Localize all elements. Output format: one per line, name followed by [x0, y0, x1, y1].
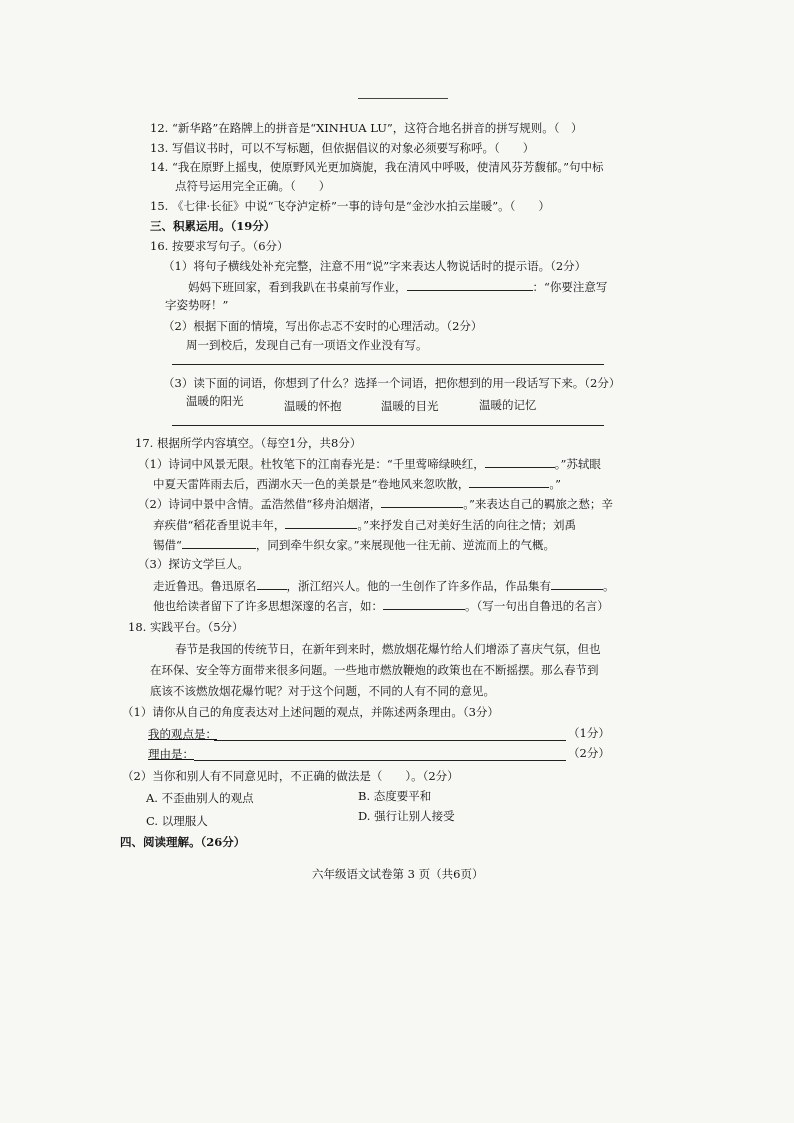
answer-blank[interactable] [257, 577, 287, 590]
reason-answer-line[interactable] [194, 760, 566, 761]
question-16-2: （2）根据下面的情境，写出你忐忑不安时的心理活动。（2分） [163, 319, 483, 333]
question-12: 12. “新华路”在路牌上的拼音是“XINHUA LU”，这符合地名拼音的拼写规则。（ ） [150, 121, 583, 135]
question-16-3: （3）读下面的词语，你想到了什么？选择一个词语，把你想到的用一段话写下来。（2分） [163, 376, 621, 390]
option-a: A. 不歪曲别人的观点 [146, 791, 254, 805]
q17-2b-text-b: 。”来抒发自己对美好生活的向往之情；刘禹 [357, 518, 577, 532]
q17-3a-text-c: 。 [603, 579, 615, 593]
q17-1b-text: 中夏天雷阵雨去后，西湖水天一色的美景是“卷地风来忽吹散， [153, 477, 470, 491]
q17-2b-text: 弃疾借“稻花香里说丰年， [153, 518, 286, 532]
q17-3a-text: 走近鲁迅。鲁迅原名 [153, 579, 257, 593]
word-option-1: 温暖的阳光 [186, 394, 244, 408]
q17-1a-text: （1）诗词中风景无限。杜牧笔下的江南春光是：“千里莺啼绿映红， [138, 457, 485, 471]
question-17-1-line-2 [153, 475, 561, 492]
question-16-2-context: 周一到校后，发现自己有一项语文作业没有写。 [186, 338, 428, 352]
question-17-3: （3）探访文学巨人。 [138, 557, 249, 571]
question-16-1-line-1 [188, 278, 607, 295]
q17-3a-text-b: ，浙江绍兴人。他的一生创作了许多作品，作品集有 [286, 579, 551, 593]
question-17-2-line-3 [153, 536, 555, 553]
question-18-paragraph-line-1: 春节是我国的传统节日，在新年到来时，燃放烟花爆竹给人们增添了喜庆气氛，但也 [175, 642, 601, 656]
question-17-1-line-1 [138, 455, 601, 472]
question-15: 15. 《七律·长征》中说“飞夺泸定桥”一事的诗句是“金沙水拍云崖暖”。（ ） [150, 199, 550, 213]
opinion-score: （1分） [568, 726, 610, 740]
answer-line-16-3[interactable] [172, 425, 604, 426]
q17-2c-text: 锡借“ [153, 538, 182, 552]
answer-blank[interactable] [381, 495, 463, 508]
question-18: 18. 实践平台。（5分） [128, 620, 244, 634]
question-17: 17. 根据所学内容填空。（每空1分，共8分） [135, 436, 362, 450]
option-b: B. 态度要平和 [358, 789, 432, 803]
top-scan-mark [358, 98, 448, 99]
section-4-heading: 四、阅读理解。（26分） [120, 835, 246, 849]
option-d: D. 强行让别人接受 [358, 809, 455, 823]
q17-2c-text-b: ，同到牵牛织女家。”来展现他一往无前、逆流而上的气概。 [255, 538, 556, 552]
q17-2a-text: （2）诗词中景中含情。孟浩然借“移舟泊烟渚， [138, 497, 382, 511]
q17-1b-text-b: 。” [549, 477, 562, 491]
answer-line-16-2[interactable] [172, 364, 604, 365]
question-17-3-line-2 [153, 597, 609, 614]
answer-blank[interactable] [551, 577, 603, 590]
question-17-3-line-1 [153, 577, 615, 594]
answer-blank[interactable] [285, 516, 357, 529]
question-17-2-line-1 [138, 495, 613, 512]
answer-blank[interactable] [407, 278, 533, 291]
q17-3b-text-b: 。（写一句出自鲁迅的名言） [465, 599, 609, 613]
word-option-3: 温暖的目光 [381, 399, 439, 413]
question-18-paragraph-line-3: 底该不该燃放烟花爆竹呢？对于这个问题，不同的人有不同的意见。 [150, 684, 495, 698]
word-option-2: 温暖的怀抱 [284, 399, 342, 413]
q17-2a-text-b: 。”来表达自己的羁旅之愁；辛 [463, 497, 613, 511]
q17-1a-text-b: 。”苏轼眼 [554, 457, 601, 471]
word-option-4: 温暖的记忆 [479, 398, 537, 412]
question-16: 16. 按要求写句子。（6分） [150, 239, 289, 253]
answer-blank[interactable] [182, 536, 256, 549]
page-footer: 六年级语文试卷第 3 页（共6页） [312, 867, 484, 881]
answer-blank[interactable] [485, 455, 555, 468]
question-18-1: （1）请你从自己的角度表达对上述问题的观点，并陈述两条理由。（3分） [122, 705, 499, 719]
option-c: C. 以理服人 [146, 814, 208, 828]
reason-score: （2分） [568, 746, 610, 760]
opinion-label: 我的观点是： [148, 727, 217, 741]
section-3-heading: 三、积累运用。（19分） [150, 219, 276, 233]
question-14-line-2: 点符号运用完全正确。（ ） [175, 179, 331, 193]
answer-blank[interactable] [469, 475, 549, 488]
q16-1-text-b: ：“你要注意写 [532, 280, 608, 294]
question-16-1-line-2: 字姿势呀！” [165, 298, 229, 312]
reason-label: 理由是： [148, 747, 194, 761]
question-16-1: （1）将句子横线处补充完整，注意不用“说”字来表达人物说话时的提示语。（2分） [163, 259, 587, 273]
question-14-line-1: 14. “我在原野上摇曳，使原野风光更加旖旎，我在清风中呼吸，使清风芬芳馥郁。”句中标 [150, 160, 604, 174]
q16-1-text-a: 妈妈下班回家，看到我趴在书桌前写作业， [188, 280, 407, 294]
question-18-2: （2）当你和别人有不同意见时，不正确的做法是（ ）。（2分） [122, 769, 459, 783]
question-17-2-line-2 [153, 516, 576, 533]
answer-blank[interactable] [383, 597, 465, 610]
question-13: 13. 写倡议书时，可以不写标题，但依据倡议的对象必须要写称呼。（ ） [150, 141, 535, 155]
q17-3b-text: 他也给读者留下了许多思想深邃的名言，如： [153, 599, 383, 613]
opinion-answer-line[interactable] [214, 740, 566, 741]
question-18-paragraph-line-2: 在环保、安全等方面带来很多问题。一些地市燃放鞭炮的政策也在不断摇摆。那么春节到 [150, 663, 599, 677]
